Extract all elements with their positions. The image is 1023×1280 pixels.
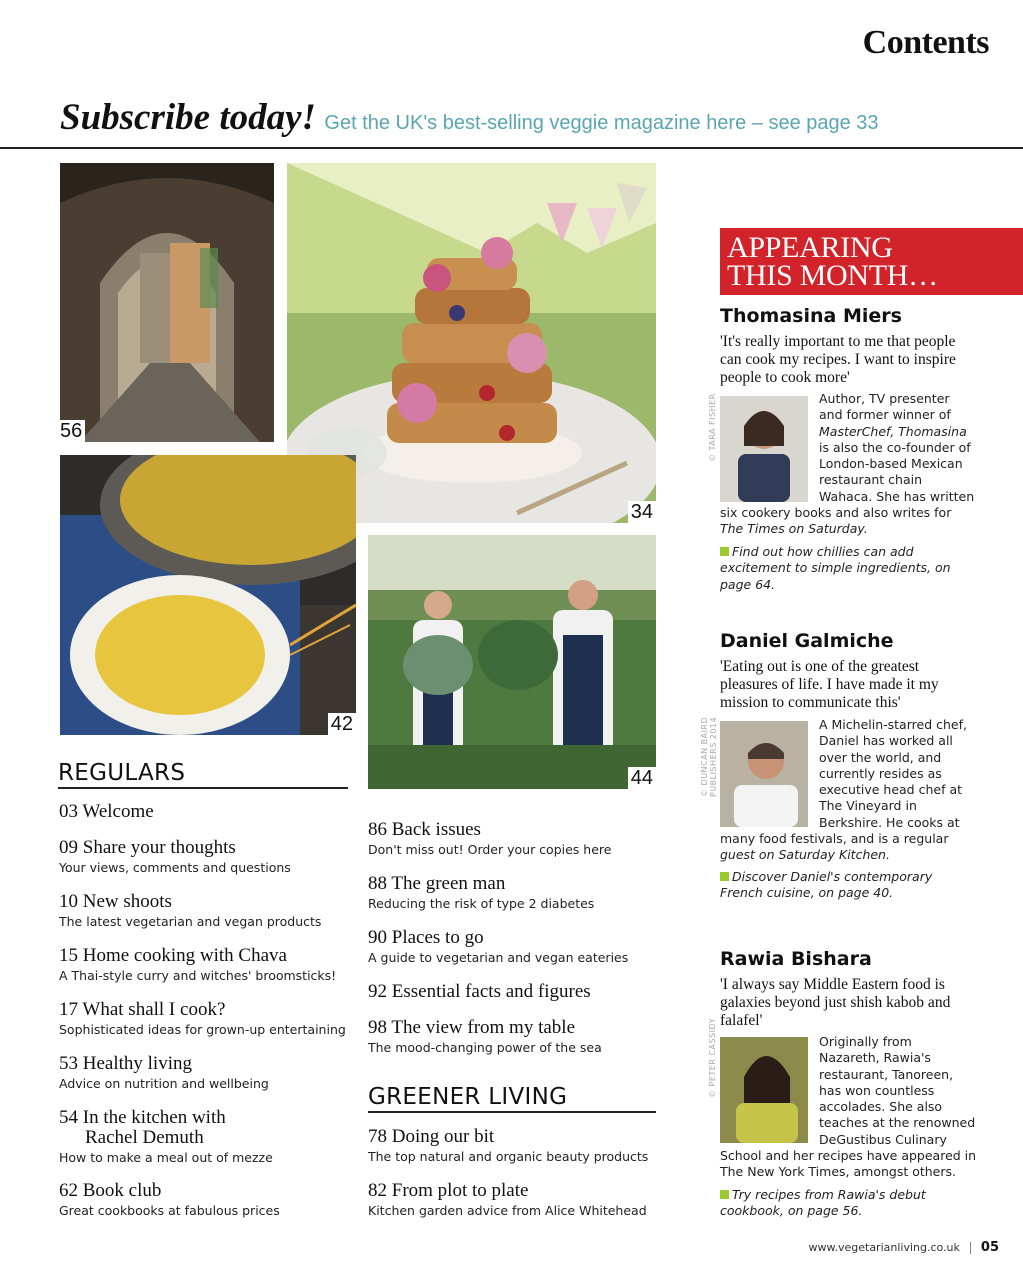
subscribe-headline: Subscribe today! — [60, 97, 316, 138]
contents-entry[interactable] — [59, 892, 359, 929]
entry-desc: Advice on nutrition and wellbeing — [59, 1076, 269, 1091]
entry-title: 62 Book club — [59, 1180, 162, 1201]
person-name: Daniel Galmiche — [720, 630, 894, 652]
entry-title-continued: Rachel Demuth — [85, 1127, 204, 1148]
bullet-square-icon — [720, 547, 729, 556]
appearing-line-1: APPEARING — [727, 231, 893, 264]
entry-title: 78 Doing our bit — [368, 1126, 495, 1147]
person-bio-cont: six cookery books and also writes for The Times on Saturday. — [720, 505, 952, 537]
entry-desc: The top natural and organic beauty products — [368, 1149, 649, 1164]
entry-desc: The latest vegetarian and vegan products — [59, 914, 322, 929]
contents-entry[interactable] — [59, 1054, 359, 1091]
page-title: Contents — [862, 24, 989, 61]
portrait-thomasina — [720, 396, 808, 502]
contents-entry[interactable] — [368, 1018, 668, 1055]
entry-title: 86 Back issues — [368, 819, 481, 840]
greener-living-divider — [368, 1111, 656, 1113]
person-quote: 'I always say Middle Eastern food is galaxies beyond just shish kabob and falafel' — [720, 976, 951, 1029]
contents-entry[interactable] — [368, 874, 668, 911]
contents-entry[interactable] — [368, 982, 668, 1002]
entry-title: 98 The view from my table — [368, 1017, 576, 1038]
contents-entry[interactable] — [59, 1108, 359, 1165]
person-page-link[interactable]: Try recipes from Rawia's debut cookbook, on page 56. — [720, 1187, 926, 1219]
photo-credit: © PETER CASSIDY — [708, 1017, 717, 1098]
contents-entry[interactable] — [59, 838, 359, 875]
bullet-square-icon — [720, 1190, 729, 1199]
page-number-44: 44 — [628, 767, 656, 789]
person-name: Thomasina Miers — [720, 305, 902, 327]
person-bio-cont: School and her recipes have appeared in The New York Times, amongst others. — [720, 1148, 977, 1180]
photo-credit: © TARA FISHER — [708, 393, 717, 462]
regulars-divider — [58, 787, 348, 789]
entry-title: 03 Welcome — [59, 801, 154, 822]
entry-title: 82 From plot to plate — [368, 1180, 529, 1201]
entry-desc: A Thai-style curry and witches' broomsticks! — [59, 968, 337, 983]
website-url[interactable]: www.vegetarianliving.co.uk — [808, 1241, 960, 1254]
entry-title: 15 Home cooking with Chava — [59, 945, 287, 966]
photo-risotto[interactable] — [60, 455, 356, 735]
contents-entry[interactable] — [368, 820, 668, 857]
entry-desc: The mood-changing power of the sea — [368, 1040, 602, 1055]
subscribe-banner[interactable] — [60, 96, 879, 139]
page-number-42: 42 — [328, 713, 356, 735]
regulars-heading: REGULARS — [58, 760, 186, 786]
person-quote: 'Eating out is one of the greatest pleasures of life. I have made it my mission to communicate this' — [720, 658, 939, 711]
contents-entry[interactable] — [368, 1127, 668, 1164]
page-number-34: 34 — [628, 501, 656, 523]
entry-desc: Don't miss out! Order your copies here — [368, 842, 612, 857]
entry-desc: A guide to vegetarian and vegan eateries — [368, 950, 629, 965]
risotto-image — [60, 455, 356, 735]
footer-divider — [970, 1242, 971, 1254]
contents-entry[interactable] — [59, 802, 359, 822]
portrait-rawia — [720, 1037, 808, 1143]
person-page-link[interactable]: Find out how chillies can add excitement to simple ingredients, on page 64. — [720, 544, 951, 592]
page-footer — [809, 1240, 1000, 1255]
portrait-daniel — [720, 721, 808, 827]
entry-desc: Sophisticated ideas for grown-up entertaining — [59, 1022, 346, 1037]
photo-credit: © DUNCAN BAIRD PUBLISHERS 2014 — [700, 716, 718, 797]
entry-desc: Great cookbooks at fabulous prices — [59, 1203, 280, 1218]
contents-entry[interactable] — [59, 1000, 359, 1037]
person-bio: Originally from Nazareth, Rawia's restaurant, Tanoreen, has won countless accolades. She also teaches at the renowned DeGustibus Culinary — [819, 1034, 976, 1147]
entry-desc: Your views, comments and questions — [59, 860, 291, 875]
person-bio: Author, TV presenter and former winner of MasterChef, Thomasina is also the co-founder of London-based Mexican restaurant chain Wahaca. She has written — [819, 391, 975, 504]
header-divider — [0, 147, 1023, 149]
entry-title: 92 Essential facts and figures — [368, 981, 591, 1002]
person-name: Rawia Bishara — [720, 948, 872, 970]
appearing-this-month-banner — [720, 228, 1023, 295]
appearing-line-2: THIS MONTH… — [727, 259, 938, 292]
entry-title: 88 The green man — [368, 873, 506, 894]
photo-chefs[interactable] — [368, 535, 656, 789]
entry-title: 09 Share your thoughts — [59, 837, 236, 858]
photo-alley[interactable] — [60, 163, 274, 442]
subscribe-subline: Get the UK's best-selling veggie magazine here – see page 33 — [324, 112, 879, 134]
contents-entry[interactable] — [368, 928, 668, 965]
page-number: 05 — [980, 1240, 999, 1255]
person-page-link[interactable]: Discover Daniel's contemporary French cuisine, on page 40. — [720, 869, 933, 901]
entry-title: 90 Places to go — [368, 927, 484, 948]
contents-entry[interactable] — [368, 1181, 668, 1218]
chefs-image — [368, 535, 656, 789]
entry-title: 10 New shoots — [59, 891, 172, 912]
alley-image — [60, 163, 274, 442]
entry-title: 54 In the kitchen with — [59, 1107, 226, 1128]
person-bio: A Michelin-starred chef, Daniel has worked all over the world, and currently resides as executive head chef at The Vineyard in Berkshire. He cooks at — [819, 717, 967, 830]
entry-desc: How to make a meal out of mezze — [59, 1150, 273, 1165]
contents-entry[interactable] — [59, 1181, 359, 1218]
bullet-square-icon — [720, 872, 729, 881]
entry-title: 53 Healthy living — [59, 1053, 192, 1074]
page-number-56: 56 — [60, 420, 85, 442]
contents-entry[interactable] — [59, 946, 359, 983]
entry-desc: Kitchen garden advice from Alice Whitehead — [368, 1203, 647, 1218]
entry-title: 17 What shall I cook? — [59, 999, 226, 1020]
person-bio-cont: many food festivals, and is a regular guest on Saturday Kitchen. — [720, 831, 949, 863]
greener-living-heading: GREENER LIVING — [368, 1084, 568, 1110]
person-quote: 'It's really important to me that people can cook my recipes. I want to inspire people to cook more' — [720, 333, 956, 386]
entry-desc: Reducing the risk of type 2 diabetes — [368, 896, 595, 911]
